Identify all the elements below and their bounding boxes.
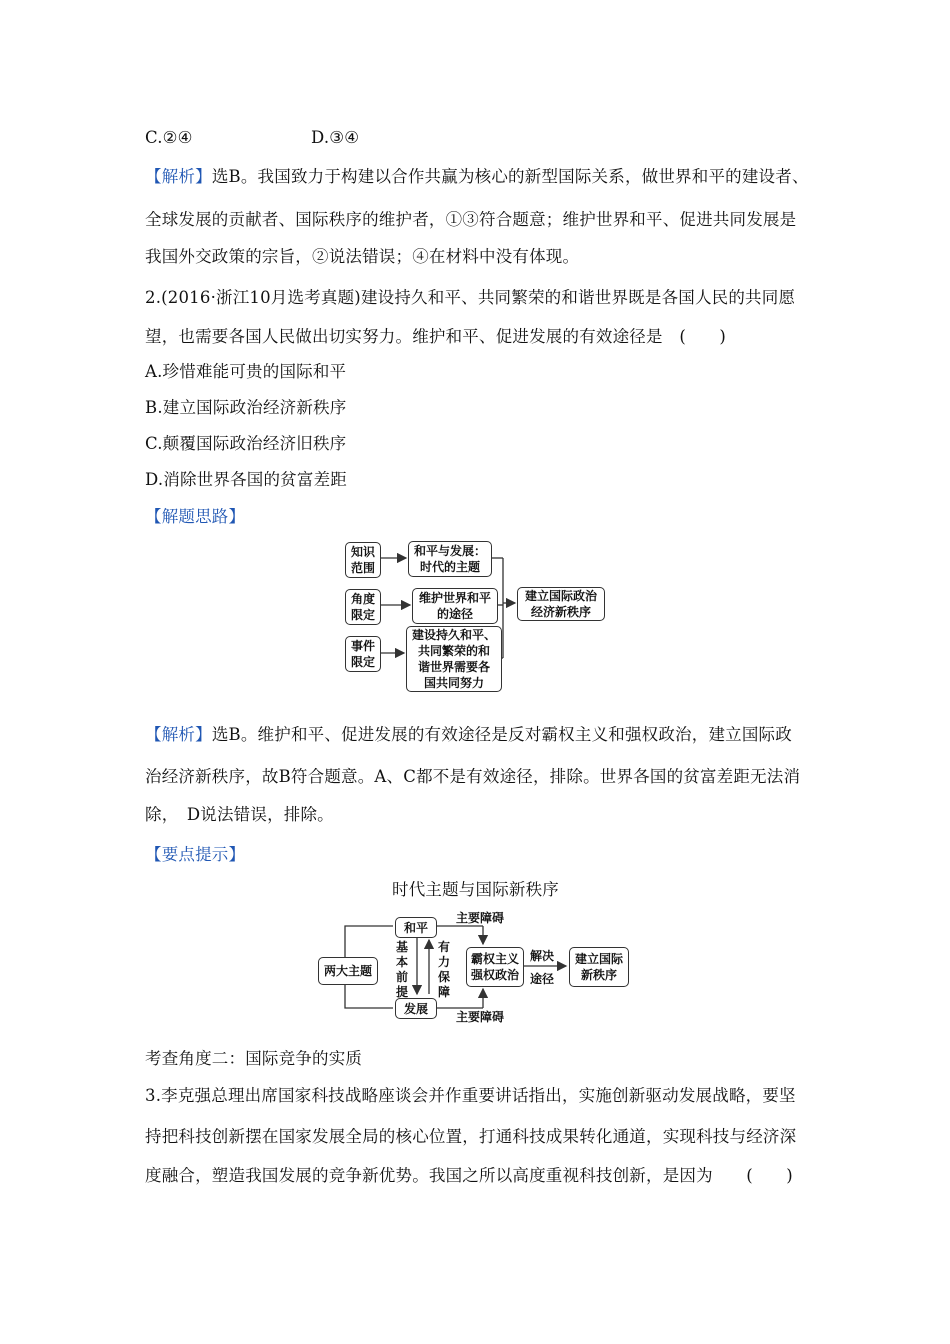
harmonious-world-label: 建设持久和平、 共同繁荣的和 谐世界需要各 国共同努力 [411,628,496,690]
development-label: 发展 [403,1001,428,1016]
era-theme-label: 和平与发展： 时代的主题 [413,544,486,574]
q2-option-d: D.消除世界各国的贫富差距 [145,470,347,489]
analysis-tag: 【解析】 [145,167,212,186]
analysis-text: 选B。我国致力于构建以合作共赢为核心的新型国际关系，做世界和平的建设者、 [211,167,809,186]
new-order-label: 建立国际 新秩序 [574,952,623,982]
key-points-tag: 【要点提示】 [145,845,246,864]
hegemony-label: 霸权主义 强权政治 [470,952,519,982]
two-themes-label: 两大主题 [323,964,372,978]
knowledge-scope-label: 知识 范围 [350,545,375,575]
main-obstacle-bottom-label: 主要障碍 [456,1010,505,1024]
peace-way-label: 维护世界和平 的途径 [418,591,491,621]
option-c: C.②④ [145,128,193,147]
new-order-box [569,947,629,987]
q2-stem-line-2: 望，也需要各国人民做出切实努力。维护和平、促进发展的有效途径是 ( ) [145,327,727,346]
thinking-tag: 【解题思路】 [145,507,246,526]
q2-option-a: A.珍惜难能可贵的国际和平 [145,362,347,381]
angle-limit-label: 角度 限定 [350,592,375,622]
q3-line-1: 3.李克强总理出席国家科技战略座谈会并作重要讲话指出，实施创新驱动发展战略，要坚 [145,1086,796,1105]
q3-line-2: 持把科技创新摆在国家发展全局的核心位置，打通科技成果转化通道，实现科技与经济深 [145,1127,797,1146]
q2-option-b: B.建立国际政治经济新秩序 [145,398,347,417]
event-limit-label: 事件 限定 [350,639,375,669]
section-heading: 考查角度二：国际竞争的实质 [145,1049,363,1068]
basic-premise-label: 基 本 前 提 [395,940,408,999]
main-obstacle-top-label: 主要障碍 [456,911,505,925]
diagram-title: 时代主题与国际新秩序 [392,880,559,899]
new-order-result-label: 建立国际政治 经济新秩序 [524,589,597,619]
q2-stem-line-1: 2.(2016·浙江10月选考真题)建设持久和平、共同繁荣的和谐世界既是各国人民的共同愿 [145,288,796,307]
q1-analysis-line-2: 全球发展的贡献者、国际秩序的维护者，①③符合题意；维护世界和平、促进共同发展是 [145,210,797,229]
analysis-tag: 【解析】 [145,725,212,744]
way-label: 途径 [530,972,555,986]
q2-option-c: C.颠覆国际政治经济旧秩序 [145,434,347,453]
two-themes-box [318,957,378,985]
peace-box [395,917,437,938]
q2-analysis-line-2: 治经济新秩序，故B符合题意。A、C都不是有效途径，排除。世界各国的贫富差距无法消 [145,767,801,786]
analysis-text: 选B。维护和平、促进发展的有效途径是反对霸权主义和强权政治，建立国际政 [211,725,792,744]
q3-line-3: 度融合，塑造我国发展的竞争新优势。我国之所以高度重视科技创新，是因为 ( ) [145,1166,793,1185]
solve-label: 解决 [530,949,555,963]
hegemony-box [466,947,524,987]
option-d: D.③④ [311,128,360,147]
peace-label: 和平 [403,920,428,935]
q2-analysis-line-3: 除， D说法错误，排除。 [145,805,334,824]
development-box [395,998,437,1019]
q1-analysis-line-3: 我国外交政策的宗旨，②说法错误；④在材料中没有体现。 [145,247,580,266]
strong-guarantee-label: 有 力 保 障 [437,940,450,999]
